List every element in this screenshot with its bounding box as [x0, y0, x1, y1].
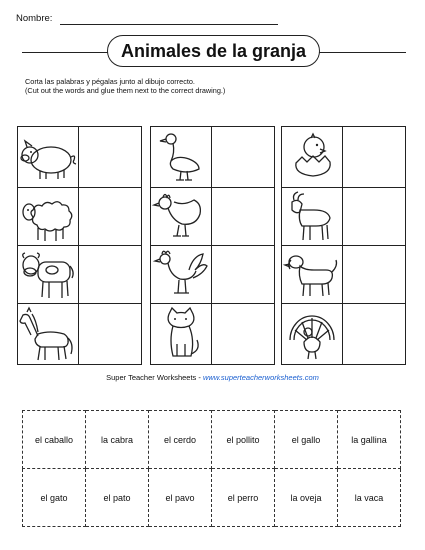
- name-label: Nombre:: [16, 13, 53, 24]
- cat-icon: [151, 304, 212, 365]
- instructions-spanish: Corta las palabras y pégalas junto al dibujo correcto.: [25, 77, 195, 86]
- glue-box[interactable]: [212, 246, 275, 304]
- word-card[interactable]: el perro: [212, 469, 275, 527]
- goose-icon: [151, 127, 212, 188]
- name-line[interactable]: [60, 24, 278, 25]
- cow-icon: [18, 246, 79, 304]
- word-card[interactable]: la oveja: [275, 469, 338, 527]
- footer-credit: [0, 373, 425, 382]
- word-card[interactable]: la gallina: [338, 411, 401, 469]
- pig-icon: [18, 127, 79, 188]
- word-card[interactable]: el cerdo: [149, 411, 212, 469]
- glue-box[interactable]: [79, 188, 142, 246]
- glue-box[interactable]: [343, 304, 406, 365]
- word-card[interactable]: el pavo: [149, 469, 212, 527]
- sheep-icon: [18, 188, 79, 246]
- glue-box[interactable]: [343, 188, 406, 246]
- dog-icon: [282, 246, 343, 304]
- word-card[interactable]: la cabra: [86, 411, 149, 469]
- glue-box[interactable]: [79, 304, 142, 365]
- glue-box[interactable]: [212, 188, 275, 246]
- glue-box[interactable]: [79, 127, 142, 188]
- glue-box[interactable]: [212, 304, 275, 365]
- word-card[interactable]: el gato: [23, 469, 86, 527]
- turkey-icon: [282, 304, 343, 365]
- word-card[interactable]: el gallo: [275, 411, 338, 469]
- goat-icon: [282, 188, 343, 246]
- hen-icon: [151, 188, 212, 246]
- word-card[interactable]: el pollito: [212, 411, 275, 469]
- instructions-english: (Cut out the words and glue them next to the correct drawing.): [25, 86, 226, 95]
- animal-grid-column-3: [281, 126, 406, 365]
- worksheet-title: Animales de la granja: [107, 35, 320, 67]
- horse-icon: [18, 304, 79, 365]
- glue-box[interactable]: [212, 127, 275, 188]
- word-card[interactable]: el pato: [86, 469, 149, 527]
- title-rule-right: [319, 52, 406, 53]
- glue-box[interactable]: [343, 127, 406, 188]
- word-cards: [22, 410, 401, 527]
- glue-box[interactable]: [343, 246, 406, 304]
- animal-grid-column-1: [17, 126, 142, 365]
- animal-grid-column-2: [150, 126, 275, 365]
- footer-brand: Super Teacher Worksheets -: [106, 373, 203, 382]
- glue-box[interactable]: [79, 246, 142, 304]
- word-card[interactable]: el caballo: [23, 411, 86, 469]
- rooster-icon: [151, 246, 212, 304]
- chick-icon: [282, 127, 343, 188]
- footer-url[interactable]: www.superteacherworksheets.com: [202, 373, 319, 382]
- title-rule-left: [22, 52, 108, 53]
- word-card[interactable]: la vaca: [338, 469, 401, 527]
